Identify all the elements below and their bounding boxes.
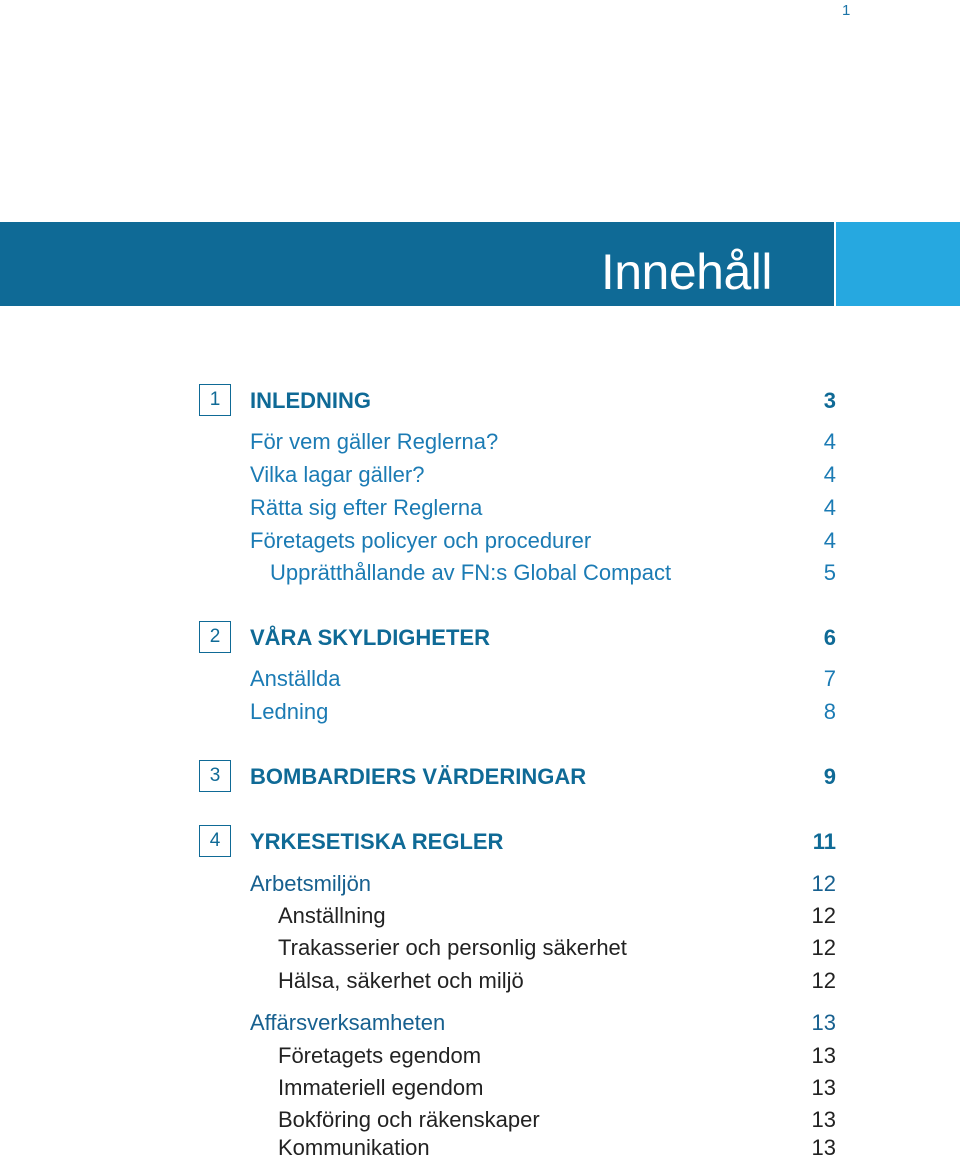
toc-page-number: 9 [823, 764, 836, 789]
toc-page-number: 4 [823, 462, 836, 487]
toc-page-number: 13 [811, 1010, 836, 1035]
toc-entry-row[interactable] [0, 558, 960, 588]
toc-subentry-title: Företagets egendom [278, 1043, 482, 1068]
toc-entry-title: För vem gäller Reglerna? [250, 429, 499, 454]
toc-subentry-title: Trakasserier och personlig säkerhet [278, 935, 627, 960]
toc-entry-row[interactable] [0, 493, 960, 523]
toc-page-number: 13 [811, 1075, 836, 1100]
toc-chapter-title: BOMBARDIERS VÄRDERINGAR [250, 764, 587, 789]
toc-page-number: 13 [811, 1107, 836, 1132]
toc-entry-title: Anställda [250, 666, 341, 691]
chapter-number-box: 1 [199, 384, 231, 416]
toc-page-number: 12 [811, 935, 836, 960]
toc-entry-row[interactable] [0, 460, 960, 490]
toc-subentry-row[interactable] [0, 901, 960, 931]
toc-chapter-row[interactable] [0, 827, 960, 857]
page-number: 1 [842, 2, 851, 19]
toc-subentry-row[interactable] [0, 1041, 960, 1071]
chapter-number-box: 3 [199, 760, 231, 792]
toc-page-number: 12 [811, 903, 836, 928]
toc-subentry-title: Bokföring och räkenskaper [278, 1107, 540, 1132]
toc-chapter-row[interactable] [0, 623, 960, 653]
toc-subentry-row[interactable] [0, 933, 960, 963]
toc-subentry-row[interactable] [0, 1105, 960, 1135]
toc-page-number: 13 [811, 1043, 836, 1068]
toc-entry-title: Ledning [250, 699, 329, 724]
toc-page-number: 6 [823, 625, 836, 650]
toc-page-number: 11 [812, 829, 836, 854]
toc-page-number: 4 [823, 429, 836, 454]
toc-chapter-title: INLEDNING [250, 388, 371, 413]
toc-entry-row[interactable] [0, 697, 960, 727]
toc-subentry-row[interactable] [0, 1133, 960, 1163]
toc-entry-row[interactable] [0, 664, 960, 694]
toc-entry-title: Vilka lagar gäller? [250, 462, 425, 487]
toc-page-number: 7 [823, 666, 836, 691]
page-title: Innehåll [600, 244, 772, 300]
toc-chapter-title: VÅRA SKYLDIGHETER [250, 625, 490, 650]
toc-entry-row[interactable] [0, 526, 960, 556]
title-accent-block [836, 222, 960, 306]
toc-subentry-title: Hälsa, säkerhet och miljö [278, 968, 524, 993]
toc-chapter-title: YRKESETISKA REGLER [250, 829, 504, 854]
toc-entry-title: Affärsverksamheten [250, 1010, 446, 1035]
toc-subentry-row[interactable] [0, 1073, 960, 1103]
toc-entry-row[interactable] [0, 869, 960, 899]
toc-chapter-row[interactable] [0, 762, 960, 792]
toc-page-number: 13 [811, 1135, 836, 1160]
toc-page-number: 4 [823, 495, 836, 520]
toc-entry-title: Rätta sig efter Reglerna [250, 495, 483, 520]
chapter-number-box: 4 [199, 825, 231, 857]
toc-entry-row[interactable] [0, 427, 960, 457]
toc-entry-title: Arbetsmiljön [250, 871, 372, 896]
toc-entry-row[interactable] [0, 1008, 960, 1038]
toc-chapter-row[interactable] [0, 386, 960, 416]
toc-entry-title: Upprätthållande av FN:s Global Compact [270, 560, 672, 585]
toc-page-number: 5 [823, 560, 836, 585]
toc-subentry-title: Kommunikation [278, 1135, 430, 1160]
toc-subentry-title: Anställning [278, 903, 386, 928]
toc-entry-title: Företagets policyer och procedurer [250, 528, 592, 553]
toc-page-number: 12 [811, 871, 836, 896]
toc-page-number: 12 [811, 968, 836, 993]
toc-page-number: 3 [823, 388, 836, 413]
toc-page-number: 4 [823, 528, 836, 553]
chapter-number-box: 2 [199, 621, 231, 653]
toc-subentry-title: Immateriell egendom [278, 1075, 484, 1100]
toc-subentry-row[interactable] [0, 966, 960, 996]
toc-page-number: 8 [823, 699, 836, 724]
